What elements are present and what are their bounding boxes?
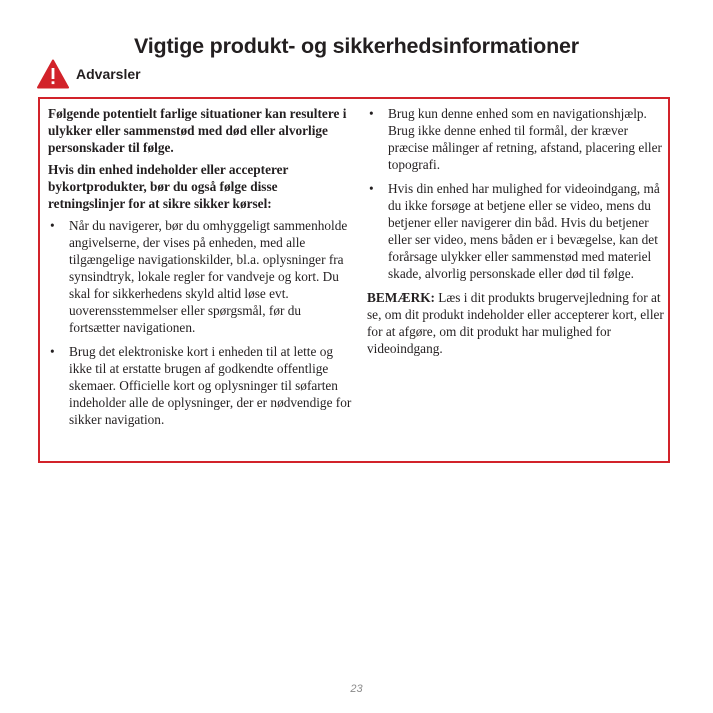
- warning-heading: Advarsler: [76, 66, 141, 82]
- bullet-icon: •: [369, 106, 374, 121]
- warning-list-item: [367, 105, 667, 173]
- warning-list-right: [367, 105, 667, 282]
- warning-box: [38, 97, 670, 463]
- note-label: BEMÆRK:: [367, 290, 435, 305]
- page-title: Vigtige produkt- og sikkerhedsinformationer: [134, 34, 579, 58]
- warning-list-item-text: Brug kun denne enhed som en navigationshjælp. Brug ikke denne enhed til formål, der kræver præcise målinger af retning, afstand, placering eller topografi.: [388, 106, 662, 172]
- bullet-icon: •: [50, 218, 55, 233]
- warning-intro-2: Hvis din enhed indeholder eller accepterer bykortprodukter, bør du også følge disse retningslinjer for at sikre sikker kørsel:: [48, 162, 289, 211]
- warning-left-column: [48, 105, 354, 435]
- exclamation-triangle-icon: [37, 59, 69, 89]
- warning-list-item-text: Når du navigerer, bør du omhyggeligt sammenholde angivelserne, der vises på enheden, med alle tilgængelige navigationskilder, bl.a. oplysninger fra synsindtryk, lokale regler for vandveje og kort. Du skal for sikkerhedens skyld altid løse evt. uoverensstemmelser eller spørgsmål, før du fortsætter navigationen.: [69, 218, 348, 335]
- warning-list-item: [48, 217, 354, 336]
- warning-intro-1: Følgende potentielt farlige situationer kan resultere i ulykker eller sammenstød med død eller alvorlige personskader til følge.: [48, 106, 347, 155]
- warning-header: [37, 59, 141, 89]
- warning-list-left: [48, 217, 354, 428]
- note-paragraph: [367, 289, 667, 357]
- note-text: Læs i dit produkts brugervejledning for at se, om dit produkt indeholder eller accepterer kort, eller for at afgøre, om dit produkt har mulighed for videoindgang.: [367, 290, 664, 356]
- warning-list-item-text: Brug det elektroniske kort i enheden til at lette og ikke til at erstatte brugen af godkendte offentlige skemaer. Officielle kort og oplysninger til søfarten indeholder alle de oplysninger, der er nødvendige for sikker navigation.: [69, 344, 352, 427]
- warning-right-column: [367, 105, 667, 357]
- warning-list-item-text: Hvis din enhed har mulighed for videoindgang, må du ikke forsøge at betjene eller se video, mens du betjener eller navigerer din båd. Hvis du betjener eller ser video, mens båden er i bevægelse, kan det forårsage ulykker eller sammenstød med materiel skade, alvorlig personskade eller død til følge.: [388, 181, 660, 281]
- warning-list-item: [48, 343, 354, 428]
- bullet-icon: •: [369, 181, 374, 196]
- bullet-icon: •: [50, 344, 55, 359]
- page-number: 23: [350, 683, 363, 695]
- warning-list-item: [367, 180, 667, 282]
